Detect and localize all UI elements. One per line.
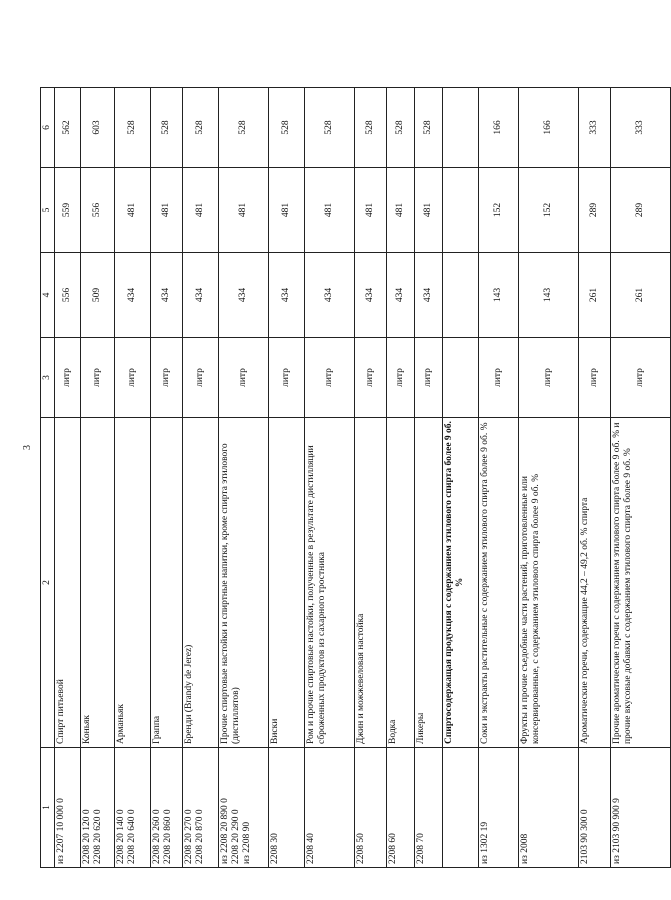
product-name-cell: Бренди (Brandy de Jerez) <box>183 418 219 748</box>
product-name-cell: Джин и можжевеловая настойка <box>355 418 387 748</box>
tn-ved-code-cell <box>355 748 387 868</box>
rate-col-6-cell: 333 <box>611 88 671 168</box>
rate-col-6-cell: 528 <box>355 88 387 168</box>
rate-col-6-cell: 528 <box>183 88 219 168</box>
unit-cell: литр <box>519 338 579 418</box>
table-row <box>355 88 387 868</box>
rate-col-6-cell: 528 <box>305 88 355 168</box>
rate-col-4-cell: 261 <box>611 253 671 338</box>
product-name-cell: Прочие спиртовые настойки и спиртные напитки, кроме спирта этилового (дистиллятов) <box>219 418 269 748</box>
rotated-table-container <box>40 88 646 868</box>
rate-col-4-cell: 434 <box>415 253 443 338</box>
unit-cell: литр <box>579 338 611 418</box>
tn-ved-code: 2208 20 860 0 <box>162 809 173 864</box>
rate-col-4-cell: 434 <box>305 253 355 338</box>
rate-col-4-cell: 434 <box>355 253 387 338</box>
unit-cell: литр <box>305 338 355 418</box>
table-row <box>611 88 671 868</box>
unit-cell: литр <box>55 338 81 418</box>
rate-col-6-cell: 528 <box>219 88 269 168</box>
product-name-cell: Водка <box>387 418 415 748</box>
tn-ved-code: 2208 70 <box>416 833 426 864</box>
unit-cell: литр <box>415 338 443 418</box>
rate-col-4-cell: 434 <box>387 253 415 338</box>
product-name-cell: Прочие ароматические горечи с содержанием этилового спирта более 9 об. % и прочие вкусовые добавки с содержанием этилового спирта более 9 об. % <box>611 418 671 748</box>
rate-col-6-cell: 603 <box>81 88 115 168</box>
tn-ved-code: из 2008 <box>520 833 530 864</box>
rate-col-6-cell: 166 <box>519 88 579 168</box>
tn-ved-code: из 2103 90 900 9 <box>612 798 622 864</box>
excise-rates-table <box>40 87 671 868</box>
product-name-cell: Ром и прочие спиртовые настойки, полученные в результате дистилляции сброженных продуктов из сахарного тростника <box>305 418 355 748</box>
rate-col-5-cell: 481 <box>355 168 387 253</box>
tn-ved-code-cell <box>151 748 183 868</box>
table-row <box>519 88 579 868</box>
table-row <box>183 88 219 868</box>
unit-cell: литр <box>611 338 671 418</box>
section-empty-cell <box>443 168 479 253</box>
rate-col-5-cell: 556 <box>81 168 115 253</box>
tn-ved-code: 2208 60 <box>388 833 398 864</box>
rate-col-5-cell: 559 <box>55 168 81 253</box>
rate-col-5-cell: 481 <box>151 168 183 253</box>
unit-cell: литр <box>81 338 115 418</box>
rate-col-4-cell: 434 <box>219 253 269 338</box>
header-col-2: 2 <box>41 418 55 748</box>
tn-ved-code: 2208 20 120 0 <box>82 809 92 864</box>
tn-ved-code: 2208 20 140 0 <box>116 809 126 864</box>
header-col-1: 1 <box>41 748 55 868</box>
tn-ved-code-cell <box>305 748 355 868</box>
tn-ved-code-cell <box>611 748 671 868</box>
tn-ved-code-cell <box>55 748 81 868</box>
tn-ved-code: из 2208 20 890 0 <box>220 798 230 864</box>
unit-cell: литр <box>219 338 269 418</box>
rate-col-5-cell: 481 <box>415 168 443 253</box>
unit-cell: литр <box>183 338 219 418</box>
tn-ved-code: 2208 20 640 0 <box>126 809 137 864</box>
tn-ved-code-cell <box>115 748 151 868</box>
table-row <box>387 88 415 868</box>
tn-ved-code: 2208 20 620 0 <box>92 809 103 864</box>
product-name-cell: Граппа <box>151 418 183 748</box>
tn-ved-code: 2208 30 <box>270 833 280 864</box>
product-name-cell: Соки и экстракты растительные с содержанием этилового спирта более 9 об. % <box>479 418 519 748</box>
product-name-cell: Арманьяк <box>115 418 151 748</box>
unit-cell: литр <box>151 338 183 418</box>
section-empty-code-cell <box>443 748 479 868</box>
product-name-cell: Виски <box>269 418 305 748</box>
tn-ved-code: 2208 50 <box>356 833 366 864</box>
header-row <box>41 88 55 868</box>
product-name-cell: Коньяк <box>81 418 115 748</box>
section-empty-cell <box>443 338 479 418</box>
tn-ved-code: из 1302 19 <box>480 821 490 864</box>
rate-col-6-cell: 528 <box>151 88 183 168</box>
tn-ved-code: 2208 20 270 0 <box>184 809 194 864</box>
rate-col-6-cell: 528 <box>269 88 305 168</box>
header-col-6: 6 <box>41 88 55 168</box>
rate-col-6-cell: 528 <box>387 88 415 168</box>
table-row <box>55 88 81 868</box>
table-row <box>81 88 115 868</box>
tn-ved-code: 2208 20 290 0 <box>230 809 241 864</box>
rate-col-6-cell: 528 <box>115 88 151 168</box>
rate-col-4-cell: 509 <box>81 253 115 338</box>
header-col-4: 4 <box>41 253 55 338</box>
table-row <box>415 88 443 868</box>
section-empty-cell <box>443 253 479 338</box>
unit-cell: литр <box>479 338 519 418</box>
rate-col-4-cell: 434 <box>151 253 183 338</box>
unit-cell: литр <box>355 338 387 418</box>
tn-ved-code-cell <box>387 748 415 868</box>
rate-col-5-cell: 481 <box>269 168 305 253</box>
table-row <box>479 88 519 868</box>
table-row <box>269 88 305 868</box>
rate-col-4-cell: 556 <box>55 253 81 338</box>
rate-col-4-cell: 143 <box>519 253 579 338</box>
rate-col-4-cell: 434 <box>183 253 219 338</box>
unit-cell: литр <box>387 338 415 418</box>
rate-col-5-cell: 152 <box>479 168 519 253</box>
tn-ved-code: 2103 90 300 0 <box>580 809 590 864</box>
tn-ved-code: 2208 20 260 0 <box>152 809 162 864</box>
rate-col-6-cell: 166 <box>479 88 519 168</box>
unit-cell: литр <box>115 338 151 418</box>
rate-col-4-cell: 261 <box>579 253 611 338</box>
rate-col-5-cell: 481 <box>387 168 415 253</box>
rate-col-5-cell: 481 <box>305 168 355 253</box>
table-row <box>579 88 611 868</box>
section-heading-row <box>443 88 479 868</box>
page-number: 3 <box>22 445 33 450</box>
tn-ved-code-cell <box>579 748 611 868</box>
rate-col-6-cell: 562 <box>55 88 81 168</box>
header-col-3: 3 <box>41 338 55 418</box>
product-name-cell: Ароматические горечи, содержащие 44,2 – 49,2 об. % спирта <box>579 418 611 748</box>
product-name-cell: Ликеры <box>415 418 443 748</box>
product-name-cell: Спирт питьевой <box>55 418 81 748</box>
tn-ved-code-cell <box>81 748 115 868</box>
tn-ved-code-cell <box>269 748 305 868</box>
rate-col-5-cell: 152 <box>519 168 579 253</box>
tn-ved-code-cell <box>415 748 443 868</box>
tn-ved-code-cell <box>183 748 219 868</box>
unit-cell: литр <box>269 338 305 418</box>
tn-ved-code: из 2207 10 000 0 <box>56 798 66 864</box>
header-col-5: 5 <box>41 168 55 253</box>
section-heading: Спиртосодержащая продукция с содержанием этилового спирта более 9 об. % <box>443 418 479 748</box>
rate-col-6-cell: 528 <box>415 88 443 168</box>
rate-col-5-cell: 289 <box>611 168 671 253</box>
rate-col-5-cell: 481 <box>183 168 219 253</box>
tn-ved-code-cell <box>479 748 519 868</box>
table-row <box>219 88 269 868</box>
section-empty-cell <box>443 88 479 168</box>
tn-ved-code-cell <box>219 748 269 868</box>
tn-ved-code: 2208 20 870 0 <box>194 809 205 864</box>
rate-col-6-cell: 333 <box>579 88 611 168</box>
rate-col-4-cell: 143 <box>479 253 519 338</box>
tn-ved-code: 2208 40 <box>306 833 316 864</box>
rate-col-5-cell: 481 <box>115 168 151 253</box>
tn-ved-code-cell <box>519 748 579 868</box>
table-row <box>115 88 151 868</box>
table-row <box>305 88 355 868</box>
tn-ved-code: из 2208 90 <box>241 821 252 864</box>
table-row <box>151 88 183 868</box>
rate-col-4-cell: 434 <box>115 253 151 338</box>
rate-col-5-cell: 481 <box>219 168 269 253</box>
rate-col-4-cell: 434 <box>269 253 305 338</box>
rate-col-5-cell: 289 <box>579 168 611 253</box>
product-name-cell: Фрукты и прочие съедобные части растений, приготовленные или консервированные, с содержанием этилового спирта более 9 об. % <box>519 418 579 748</box>
